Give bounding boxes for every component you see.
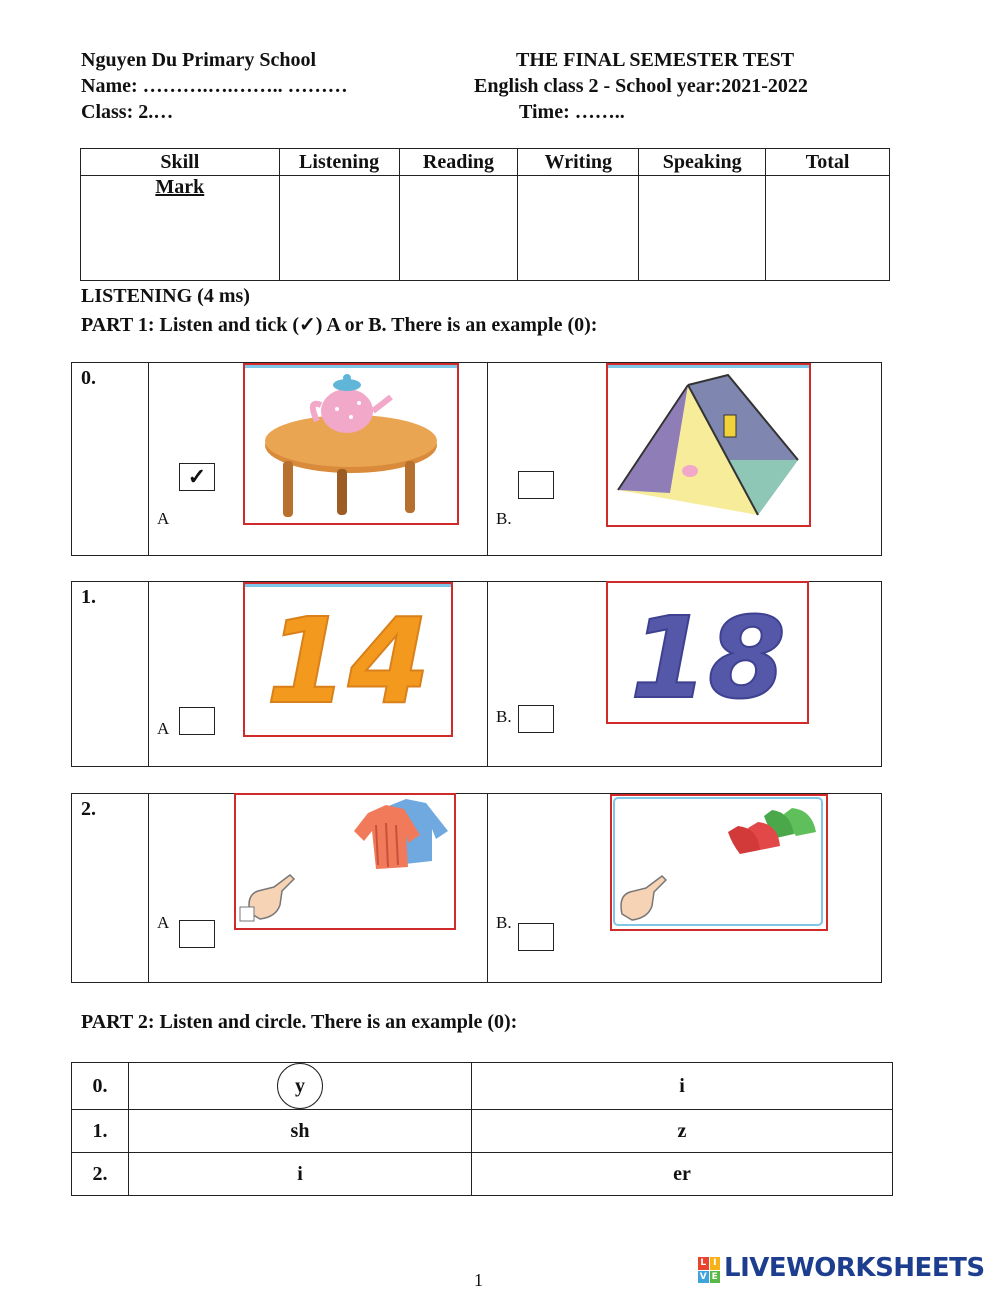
skill-mark-table bbox=[80, 148, 890, 281]
option-a-label: A bbox=[157, 509, 170, 528]
class-line: Class: 2.… bbox=[81, 101, 174, 123]
teapot-in-tent-picture bbox=[606, 363, 811, 527]
question-1-box bbox=[71, 581, 882, 767]
option-a-text: sh bbox=[290, 1119, 310, 1142]
option-b-cell[interactable] bbox=[472, 1110, 893, 1153]
liveworksheets-logo-icon bbox=[698, 1257, 720, 1283]
row-number: 0. bbox=[72, 1063, 129, 1110]
listening-title: LISTENING (4 ms) bbox=[81, 285, 250, 307]
question-2-number: 2. bbox=[81, 798, 96, 820]
total-mark-cell[interactable] bbox=[766, 176, 890, 281]
speaking-header: Speaking bbox=[639, 149, 766, 176]
teapot-in-tent-icon bbox=[608, 365, 809, 525]
option-a-text: y bbox=[295, 1075, 305, 1097]
number-18-picture bbox=[606, 581, 809, 724]
question-0-box bbox=[71, 362, 882, 556]
number-14-picture bbox=[243, 582, 453, 737]
option-b-text: er bbox=[673, 1162, 691, 1185]
reading-header: Reading bbox=[399, 149, 518, 176]
logo-tile: L bbox=[698, 1257, 709, 1270]
option-b-cell[interactable] bbox=[472, 1153, 893, 1196]
divider bbox=[487, 794, 488, 982]
pointing-hand-shirts-icon bbox=[236, 795, 454, 928]
teapot-on-table-picture bbox=[243, 363, 459, 525]
part2-table bbox=[71, 1062, 893, 1196]
skill-header: Skill bbox=[81, 149, 280, 176]
school-name: Nguyen Du Primary School bbox=[81, 49, 316, 71]
total-header: Total bbox=[766, 149, 890, 176]
listening-header: Listening bbox=[279, 149, 399, 176]
skill-header-row bbox=[81, 149, 890, 176]
option-b-label: B. bbox=[496, 509, 512, 528]
writing-header: Writing bbox=[518, 149, 639, 176]
number-18-text: 18 bbox=[630, 594, 786, 722]
part1-title: PART 1: Listen and tick (✓) A or B. There is an example (0): bbox=[81, 314, 598, 336]
mark-row bbox=[81, 176, 890, 281]
mark-label-cell bbox=[81, 176, 280, 281]
option-a-cell[interactable] bbox=[129, 1063, 472, 1110]
question-0-number: 0. bbox=[81, 367, 96, 389]
option-b-label: B. bbox=[496, 707, 512, 726]
option-a-checkbox[interactable]: ✓ bbox=[179, 463, 215, 491]
question-1-number: 1. bbox=[81, 586, 96, 608]
number-18-icon bbox=[608, 583, 807, 722]
listening-mark-cell[interactable] bbox=[279, 176, 399, 281]
time-line: Time: …….. bbox=[519, 101, 625, 123]
course-line: English class 2 - School year:2021-2022 bbox=[474, 75, 808, 97]
logo-tile: V bbox=[699, 1271, 707, 1282]
teapot-on-table-icon bbox=[245, 365, 457, 523]
option-b-checkbox[interactable] bbox=[518, 471, 554, 499]
part2-row-1 bbox=[72, 1110, 893, 1153]
option-b-checkbox[interactable] bbox=[518, 923, 554, 951]
circled-answer[interactable] bbox=[277, 1063, 323, 1109]
option-b-checkbox[interactable] bbox=[518, 705, 554, 733]
number-14-text: 14 bbox=[265, 592, 431, 730]
option-a-checkbox[interactable] bbox=[179, 920, 215, 948]
shirts-picture bbox=[234, 793, 456, 930]
row-number: 1. bbox=[72, 1110, 129, 1153]
option-a-label: A bbox=[157, 913, 170, 932]
option-a-label: A bbox=[157, 719, 170, 738]
writing-mark-cell[interactable] bbox=[518, 176, 639, 281]
number-14-icon bbox=[245, 584, 451, 735]
reading-mark-cell[interactable] bbox=[399, 176, 518, 281]
page-number: 1 bbox=[474, 1270, 483, 1290]
test-title: THE FINAL SEMESTER TEST bbox=[516, 49, 795, 71]
option-b-label: B. bbox=[496, 913, 512, 932]
option-a-checkbox[interactable] bbox=[179, 707, 215, 735]
option-a-text: i bbox=[297, 1162, 303, 1185]
part2-title: PART 2: Listen and circle. There is an example (0): bbox=[81, 1011, 518, 1033]
option-b-text: z bbox=[677, 1119, 687, 1142]
divider bbox=[487, 582, 488, 766]
speaking-mark-cell[interactable] bbox=[639, 176, 766, 281]
option-b-text: i bbox=[679, 1074, 685, 1097]
option-a-cell[interactable] bbox=[129, 1153, 472, 1196]
pointing-hand-shoes-icon bbox=[612, 796, 826, 929]
option-a-cell[interactable] bbox=[129, 1110, 472, 1153]
liveworksheets-brand[interactable]: LIVEWORKSHEETS bbox=[724, 1253, 985, 1283]
divider bbox=[487, 363, 488, 555]
logo-tile: I bbox=[710, 1257, 721, 1270]
divider bbox=[148, 582, 149, 766]
logo-tile: E bbox=[710, 1271, 721, 1284]
question-2-box bbox=[71, 793, 882, 983]
shoes-picture bbox=[610, 794, 828, 931]
divider bbox=[148, 363, 149, 555]
part2-row-2 bbox=[72, 1153, 893, 1196]
part2-row-0 bbox=[72, 1063, 893, 1110]
row-number: 2. bbox=[72, 1153, 129, 1196]
option-b-cell[interactable] bbox=[472, 1063, 893, 1110]
divider bbox=[148, 794, 149, 982]
mark-label: Mark bbox=[155, 176, 205, 198]
name-line: Name: ……….….…….. ……… bbox=[81, 75, 348, 97]
